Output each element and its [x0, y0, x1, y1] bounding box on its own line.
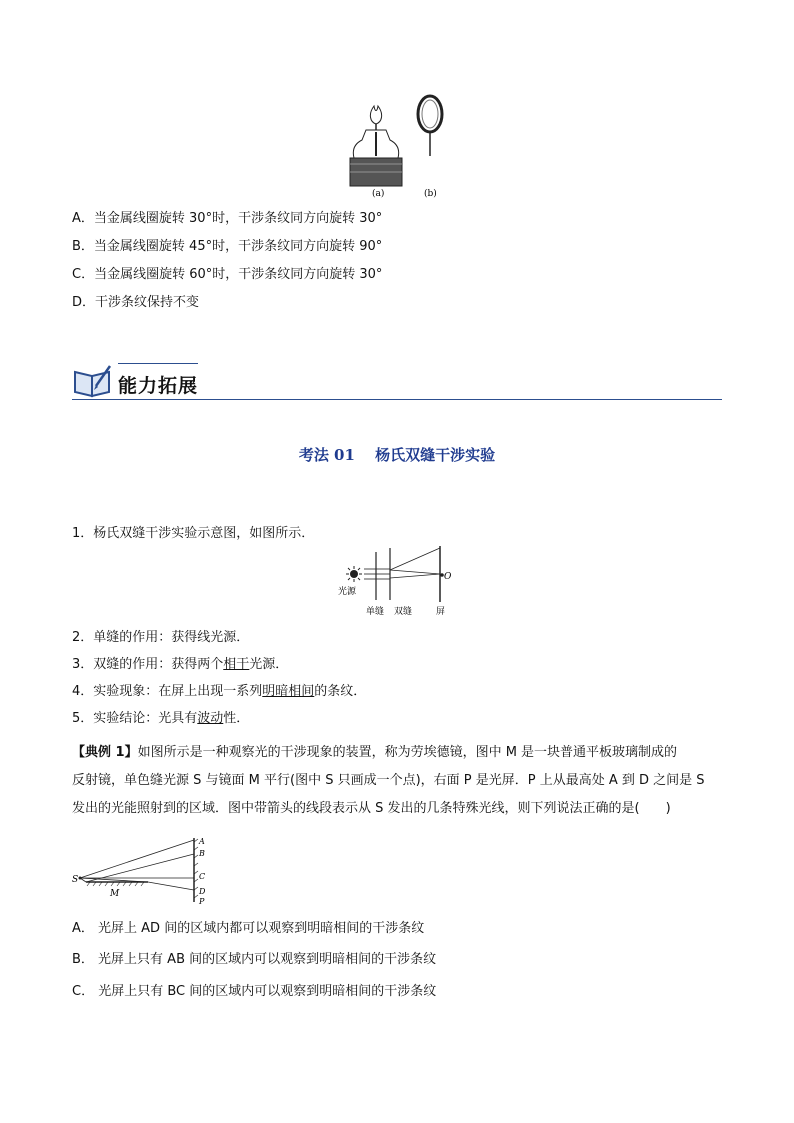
- section-divider: [72, 399, 722, 400]
- point-3-prefix: 3．双缝的作用：获得两个: [72, 657, 224, 672]
- point-5-underlined: 波动: [197, 711, 224, 726]
- option-c: C．当金属线圈旋转 60°时，干涉条纹同方向旋转 30°: [72, 267, 383, 282]
- option-d: D．干涉条纹保持不变: [72, 295, 200, 310]
- point-1: 1．杨氏双缝干涉实验示意图，如图所示．: [72, 526, 315, 541]
- fig2-b-label: B: [199, 849, 205, 858]
- example-option-c: C． 光屏上只有 BC 间的区域内可以观察到明暗相间的干涉条纹: [72, 984, 437, 999]
- point-4: [72, 683, 366, 701]
- example-option-a: A． 光屏上 AD 间的区域内都可以观察到明暗相间的干涉条纹: [72, 921, 425, 936]
- point-3-suffix: 光源．: [249, 657, 289, 672]
- option-a: A．当金属线圈旋转 30°时，干涉条纹同方向旋转 30°: [72, 211, 383, 226]
- label-a: (a): [372, 189, 385, 199]
- example-line-2: 反射镜，单色缝光源 S 与镜面 M 平行(图中 S 只画成一个点)，右面 P 是光屏．P 上从最高处 A 到 D 之间是 S: [72, 773, 705, 788]
- point-5-suffix: 性．: [223, 711, 250, 726]
- fig1-screen-label: 屏: [436, 607, 446, 617]
- point-5: [72, 710, 249, 728]
- example-line-1: [72, 744, 677, 762]
- point-5-prefix: 5．实验结论：光具有: [72, 711, 198, 726]
- lloyd-mirror-figure: [72, 832, 212, 908]
- fig2-d-label: D: [199, 887, 206, 896]
- example-text-1: 如图所示是一种观察光的干涉现象的装置，称为劳埃德镜，图中 M 是一块普通平板玻璃制成的: [137, 745, 678, 760]
- section-topline: [118, 363, 198, 364]
- subheading: 考法 01 杨氏双缝干涉实验: [298, 446, 496, 464]
- point-3-underlined: 相干: [223, 657, 250, 672]
- fig2-s-label: S: [72, 875, 79, 885]
- fig1-single-label: 单缝: [366, 607, 385, 617]
- point-4-underlined: 明暗相间: [262, 684, 315, 699]
- section-title: 能力拓展: [118, 375, 199, 397]
- lamp-and-loop-figure: [340, 92, 450, 200]
- double-slit-figure: [336, 544, 460, 620]
- fig1-source-label: 光源: [338, 587, 357, 597]
- fig2-a-label: A: [199, 837, 205, 846]
- option-b: B．当金属线圈旋转 45°时，干涉条纹同方向旋转 90°: [72, 239, 383, 254]
- point-3: [72, 656, 288, 674]
- fig1-o-label: O: [444, 572, 452, 582]
- fig2-p-label: P: [199, 897, 205, 906]
- point-4-suffix: 的条纹．: [314, 684, 367, 699]
- example-tag: 【典例 1】: [72, 745, 138, 760]
- book-icon: [72, 364, 114, 398]
- example-line-3: 发出的光能照射到的区域．图中带箭头的线段表示从 S 发出的几条特殊光线，则下列说法正确的是( ): [72, 801, 671, 816]
- point-4-prefix: 4．实验现象：在屏上出现一系列: [72, 684, 263, 699]
- point-2: 2．单缝的作用：获得线光源．: [72, 630, 250, 645]
- example-option-b: B． 光屏上只有 AB 间的区域内可以观察到明暗相间的干涉条纹: [72, 952, 437, 967]
- fig2-m-label: M: [110, 889, 120, 899]
- label-b: (b): [424, 189, 437, 199]
- fig1-double-label: 双缝: [394, 607, 413, 617]
- fig2-c-label: C: [199, 872, 206, 881]
